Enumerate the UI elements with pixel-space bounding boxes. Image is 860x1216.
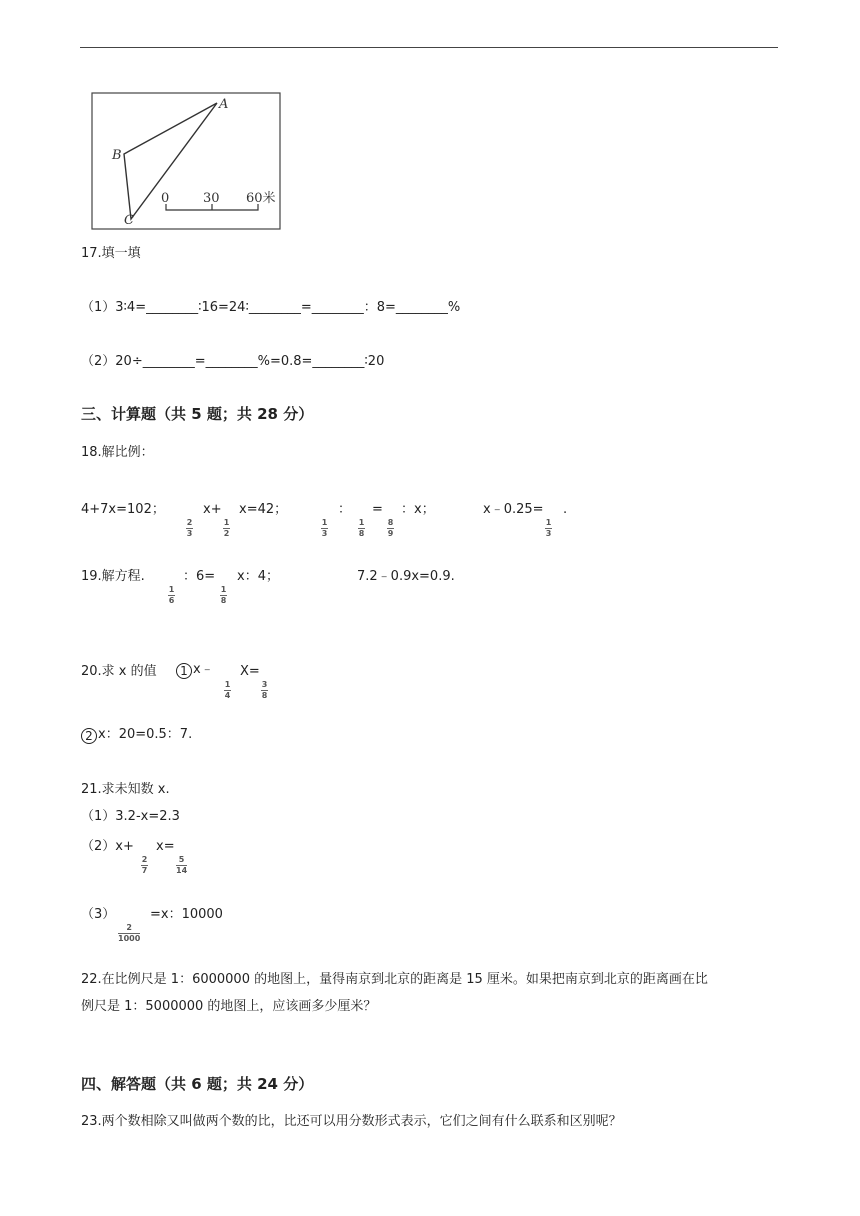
fraction-1-3: 1 3 bbox=[321, 518, 328, 538]
fraction-8-9: 8 9 bbox=[387, 518, 394, 538]
q18-eq4: x﹣0.25= bbox=[483, 502, 544, 517]
fraction-5-14: 5 14 bbox=[176, 855, 188, 875]
q18-title: 18.解比例： bbox=[81, 445, 154, 460]
q22-line2: 例尺是 1：5000000 的地图上，应该画多少厘米？ bbox=[81, 999, 377, 1014]
circled-number-2: 2 bbox=[81, 728, 97, 744]
fraction-3-8: 3 8 bbox=[261, 680, 268, 700]
triangle-map-figure bbox=[91, 92, 283, 232]
scale-tick-60: 60米 bbox=[246, 191, 276, 206]
q21-p3-b: =x：10000 bbox=[150, 907, 223, 922]
q18-eq3-colon: ： bbox=[338, 502, 352, 517]
q17-line1: （1）3∶4=________∶16=24∶________=________：8=________% bbox=[81, 300, 461, 315]
fraction-2-1000: 2 1000 bbox=[118, 923, 141, 943]
q17-title: 17.填一填 bbox=[81, 246, 141, 261]
q17-line2: （2）20÷________=________%=0.8=________∶20 bbox=[81, 354, 385, 369]
point-c-label: C bbox=[124, 213, 134, 228]
q22-line1: 22.在比例尺是 1：6000000 的地图上，量得南京到北京的距离是 15 厘米。如果把南京到北京的距离画在比 bbox=[81, 972, 708, 987]
fraction-1-6: 1 6 bbox=[168, 585, 175, 605]
header-rule bbox=[80, 47, 778, 48]
scale-tick-30: 30 bbox=[203, 191, 220, 206]
q18-eq1: 4+7x=102； bbox=[81, 502, 165, 517]
q19-colon6: ：6= bbox=[183, 569, 216, 584]
q18-eq3-tail: ：x； bbox=[401, 502, 435, 517]
q18-eq4-dot: . bbox=[563, 502, 568, 517]
q20-title: 20.求 x 的值 bbox=[81, 664, 157, 679]
fraction-1-3: 1 3 bbox=[545, 518, 552, 538]
q21-p1: （1）3.2-x=2.3 bbox=[81, 809, 180, 824]
q18-eq3-equals: = bbox=[372, 502, 383, 517]
scale-bar bbox=[161, 190, 276, 210]
q18-eq2-b: x=42； bbox=[239, 502, 288, 517]
q21-p2-a: （2）x+ bbox=[81, 839, 134, 854]
point-a-label: A bbox=[219, 97, 229, 112]
q20-part2: 2 x：20=0.5：7. bbox=[81, 728, 192, 744]
q19-x4: x：4； bbox=[237, 569, 279, 584]
q20-part1: 1 x﹣ bbox=[176, 663, 214, 679]
circled-number-1: 1 bbox=[176, 663, 192, 679]
q19-eq2: 7.2﹣0.9x=0.9. bbox=[357, 569, 455, 584]
fraction-2-3: 2 3 bbox=[186, 518, 193, 538]
fraction-1-8: 1 8 bbox=[220, 585, 227, 605]
scale-tick-0: 0 bbox=[161, 191, 170, 206]
point-b-label: B bbox=[112, 148, 122, 163]
q23-text: 23.两个数相除又叫做两个数的比，比还可以用分数形式表示，它们之间有什么联系和区别呢？ bbox=[81, 1114, 622, 1129]
q20-part1-b: X= bbox=[240, 664, 260, 679]
fraction-1-8: 1 8 bbox=[358, 518, 365, 538]
q21-title: 21.求未知数 x. bbox=[81, 782, 170, 797]
q21-p2-b: x= bbox=[156, 839, 175, 854]
section3-title: 三、计算题（共 5 题；共 28 分） bbox=[81, 405, 314, 423]
q18-eq2-a: x+ bbox=[203, 502, 222, 517]
section4-title: 四、解答题（共 6 题；共 24 分） bbox=[81, 1075, 314, 1093]
q19-title: 19.解方程. bbox=[81, 569, 145, 584]
fraction-1-4: 1 4 bbox=[224, 680, 231, 700]
fraction-2-7: 2 7 bbox=[141, 855, 148, 875]
fraction-1-2: 1 2 bbox=[223, 518, 230, 538]
q21-p3-a: （3） bbox=[81, 907, 116, 922]
